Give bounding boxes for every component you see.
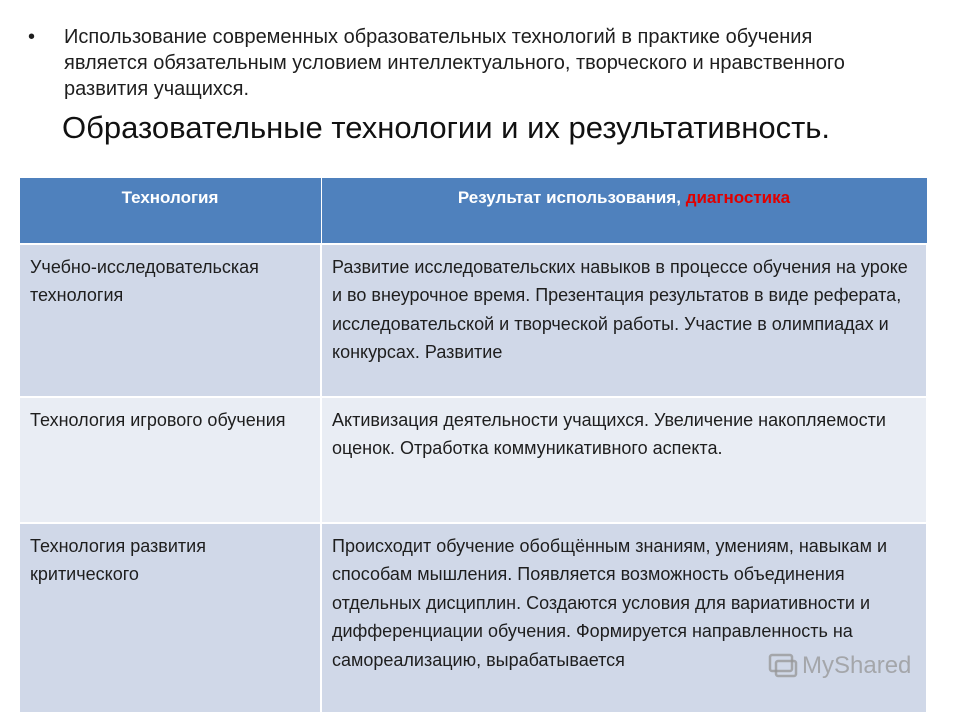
table-row <box>19 397 927 523</box>
watermark <box>768 652 911 680</box>
watermark-logo-icon <box>768 653 798 679</box>
cell-technology: Технология игрового обучения <box>19 397 321 523</box>
cell-result: Активизация деятельности учащихся. Увеличение накопляемости оценок. Отработка коммуникативного аспекта. <box>321 397 927 523</box>
page-title: Образовательные технологии и их результативность. <box>62 110 831 145</box>
header-technology: Технология <box>19 178 321 244</box>
cell-technology: Учебно-исследовательская технология <box>19 244 321 397</box>
intro-text: Использование современных образовательных технологий в практике обучения является обязательным условием интеллектуального, творческого и нравственного развития учащихся. <box>64 26 845 100</box>
table-row <box>19 244 927 397</box>
cell-technology: Технология развития критического <box>19 523 321 713</box>
header-result-main: Результат использования, <box>457 188 681 207</box>
intro-bullet <box>28 24 908 102</box>
watermark-text: MyShared <box>802 652 912 679</box>
bullet-marker: • <box>28 26 36 48</box>
header-result-accent: диагностика <box>685 188 791 207</box>
cell-result: Происходит обучение обобщённым знаниям, умениям, навыкам и способам мышления. Появляется возможность объединения отдельных дисциплин. Создаются условия для вариативности и дифференциации обучения. Формируется направленность на самореализацию, вырабатывается <box>321 523 927 713</box>
technology-table <box>18 177 928 714</box>
cell-result: Развитие исследовательских навыков в процессе обучения на уроке и во внеурочное время. Презентация результатов в виде реферата, исследовательской и творческой работы. Участие в олимпиадах и конкурсах. Развитие <box>321 244 927 397</box>
table-header-row <box>19 178 927 244</box>
header-result <box>321 178 927 244</box>
table-row <box>19 523 927 713</box>
